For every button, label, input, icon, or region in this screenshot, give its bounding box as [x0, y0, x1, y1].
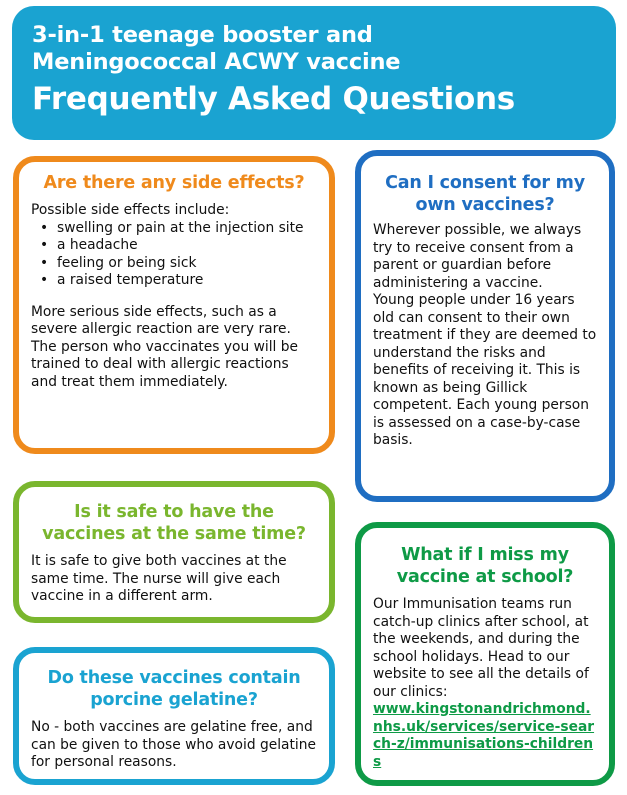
miss-vaccine-title: What if I miss my vaccine at school?: [396, 545, 574, 587]
safe-same-time-title: Is it safe to have the vaccines at the same time?: [42, 502, 306, 544]
safe-same-time-card: [13, 481, 335, 623]
gelatine-title: Do these vaccines contain porcine gelatine?: [47, 668, 301, 710]
side-effects-title: Are there any side effects?: [43, 173, 305, 193]
gelatine-card: [13, 647, 335, 785]
header-title-line1: 3-in-1 teenage booster and: [32, 22, 373, 48]
miss-vaccine-card: [355, 522, 615, 786]
list-item: • a headache: [31, 237, 317, 255]
list-item: • swelling or pain at the injection site: [31, 220, 317, 238]
miss-vaccine-text: Our Immunisation teams run catch-up clinics after school, at the weekends, and during the school holidays. Head to our website to see all the details of our clinics:: [373, 596, 589, 700]
side-effects-intro: Possible side effects include:: [31, 202, 230, 218]
consent-para-1: Wherever possible, we always try to receive consent from a parent or guardian before administering a vaccine.: [373, 222, 582, 291]
header-banner: [12, 6, 616, 140]
header-title-line3: Frequently Asked Questions: [32, 81, 515, 117]
side-effects-list: [31, 220, 317, 290]
list-item: • a raised temperature: [31, 272, 317, 290]
list-item: • feeling or being sick: [31, 255, 317, 273]
header-title-line2: Meningococcal ACWY vaccine: [32, 49, 401, 75]
consent-card: [355, 150, 615, 502]
safe-same-time-text: It is safe to give both vaccines at the same time. The nurse will give each vaccine in a different arm.: [31, 553, 287, 604]
clinics-link[interactable]: www.kingstonandrichmond.nhs.uk/services/service-search-z/immunisations-childrens: [373, 701, 595, 770]
consent-para-2: Young people under 16 years old can consent to their own treatment if they are deemed to understand the risks and benefits of receiving it. This is known as being Gillick competent. Each young person is assessed on a case-by-case basis.: [373, 292, 597, 448]
side-effects-more: More serious side effects, such as a severe allergic reaction are very rare. The person who vaccinates you will be trained to deal with allergic reactions and treat them immediately.: [31, 303, 299, 390]
gelatine-text: No - both vaccines are gelatine free, and can be given to those who avoid gelatine for personal reasons.: [31, 719, 316, 770]
side-effects-card: [13, 156, 335, 454]
consent-title: Can I consent for my own vaccines?: [385, 173, 585, 215]
